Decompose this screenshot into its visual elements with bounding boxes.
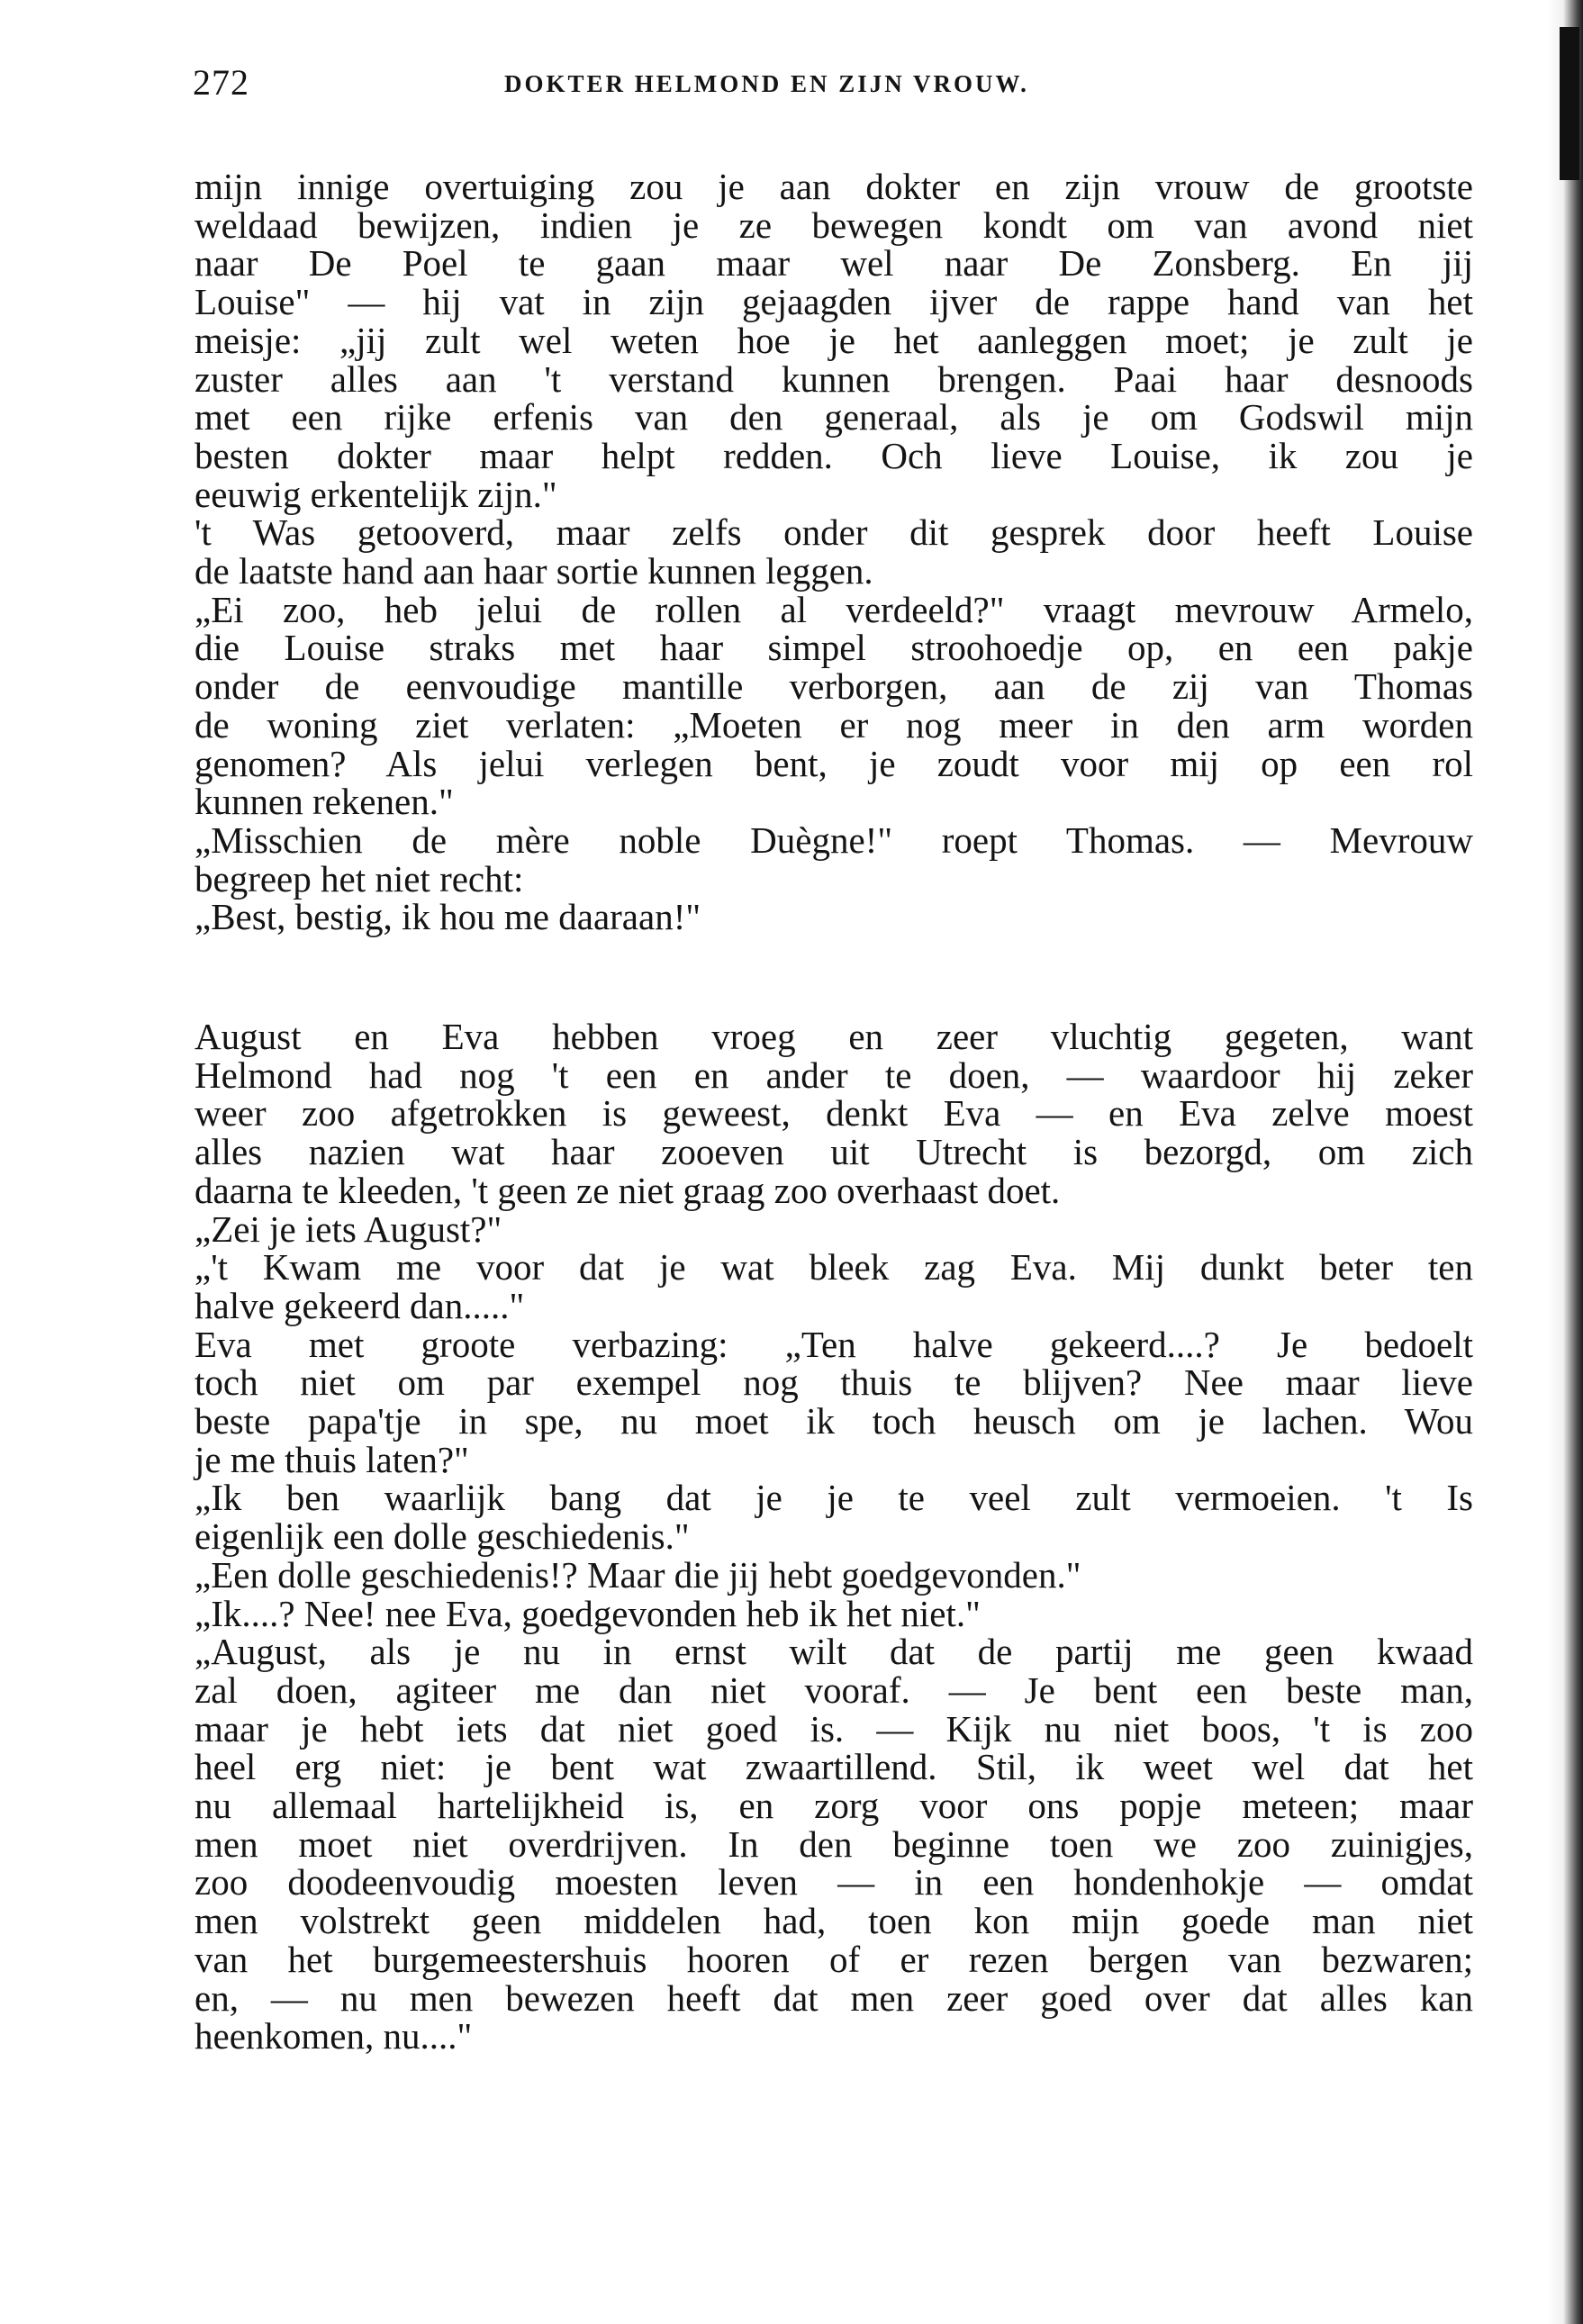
text-line: weldaad bewijzen, indien je ze bewegen kondt om van avond niet <box>194 203 1473 246</box>
text-line: kunnen rekenen." <box>194 781 454 823</box>
text-line: Louise" — hij vat in zijn gejaagden ijver de rappe hand van het <box>194 281 1473 323</box>
text-line: de laatste hand aan haar sortie kunnen leggen. <box>194 550 873 592</box>
text-line: zoo doodeenvoudig moesten leven — in een hondenhokje — omdat <box>194 1861 1473 1904</box>
page-number: 272 <box>193 62 249 103</box>
page-edge-mark <box>1560 27 1579 180</box>
text-line: toch niet om par exempel nog thuis te blijven? Nee maar lieve <box>194 1361 1473 1404</box>
running-head: DOKTER HELMOND EN ZIJN VROUW. <box>504 70 1029 97</box>
text-line: met een rijke erfenis van den generaal, als je om Godswil mijn <box>194 396 1473 439</box>
text-line: Eva met groote verbazing: „Ten halve gekeerd....? Je bedoelt <box>194 1323 1473 1365</box>
text-block-1 <box>194 167 1473 936</box>
text-line: halve gekeerd dan....." <box>194 1284 525 1326</box>
text-line: „August, als je nu in ernst wilt dat de partij me geen kwaad <box>194 1631 1473 1673</box>
text-line: meisje: „jij zult wel weten hoe je het aanleggen moet; je zult je <box>194 319 1473 361</box>
text-line: mijn innige overtuiging zou je aan dokter en zijn vrouw de grootste <box>194 166 1473 207</box>
text-line: „Best, bestig, ik hou me daaraan!" <box>194 896 701 938</box>
page-edge-shadow <box>1547 0 1583 2324</box>
text-line: je me thuis laten?" <box>194 1438 469 1480</box>
text-line: 't Was getooverd, maar zelfs onder dit gesprek door heeft Louise <box>194 511 1473 554</box>
text-line: besten dokter maar helpt redden. Och lieve Louise, ik zou je <box>194 434 1473 476</box>
text-line: begreep het niet recht: <box>194 857 524 900</box>
text-line: van het burgemeestershuis hooren of er rezen bergen van bezwaren; <box>194 1938 1473 1980</box>
text-line: „Ik ben waarlijk bang dat je je te veel zult vermoeien. 't Is <box>194 1477 1473 1519</box>
text-line: de woning ziet verlaten: „Moeten er nog meer in den arm worden <box>194 703 1473 746</box>
text-line: heenkomen, nu...." <box>194 2015 473 2057</box>
text-line: en, — nu men bewezen heeft dat men zeer goed over dat alles kan <box>194 1976 1473 2019</box>
text-line: beste papa'tje in spe, nu moet ik toch heusch om je lachen. Wou <box>194 1400 1473 1442</box>
text-line: „Een dolle geschiedenis!? Maar die jij hebt goedgevonden." <box>194 1553 1081 1596</box>
text-line: maar je hebt iets dat niet goed is. — Kijk nu niet boos, 't is zoo <box>194 1707 1473 1750</box>
text-line: men volstrekt geen middelen had, toen kon mijn goede man niet <box>194 1900 1473 1942</box>
text-block-2 <box>194 1017 1473 2056</box>
text-line: genomen? Als jelui verlegen bent, je zoudt voor mij op een rol <box>194 742 1473 784</box>
text-line: „Misschien de mère noble Duègne!" roept Thomas. — Mevrouw <box>194 818 1473 861</box>
text-line: weer zoo afgetrokken is geweest, denkt Eva — en Eva zelve moest <box>194 1092 1473 1135</box>
text-line: die Louise straks met haar simpel stroohoedje op, en een pakje <box>194 627 1473 669</box>
text-line: nu allemaal hartelijkheid is, en zorg voor ons popje meteen; maar <box>194 1785 1473 1827</box>
text-line: „Ik....? Nee! nee Eva, goedgevonden heb ik het niet." <box>194 1592 981 1634</box>
text-line: „Zei je iets August?" <box>194 1207 502 1250</box>
text-line: eigenlijk een dolle geschiedenis." <box>194 1515 690 1558</box>
text-line: August en Eva hebben vroeg en zeer vluchtig gegeten, want <box>194 1016 1473 1057</box>
text-line: heel erg niet: je bent wat zwaartillend. Stil, ik weet wel dat het <box>194 1746 1473 1788</box>
text-line: „'t Kwam me voor dat je wat bleek zag Eva. Mij dunkt beter ten <box>194 1246 1473 1289</box>
text-line: men moet niet overdrijven. In den beginne toen we zoo zuinigjes, <box>194 1822 1473 1865</box>
text-line: zuster alles aan 't verstand kunnen brengen. Paai haar desnoods <box>194 357 1473 400</box>
text-line: daarna te kleeden, 't geen ze niet graag zoo overhaast doet. <box>194 1169 1061 1211</box>
text-line: eeuwig erkentelijk zijn." <box>194 473 557 515</box>
text-line: alles nazien wat haar zooeven uit Utrecht is bezorgd, om zich <box>194 1131 1473 1173</box>
text-line: onder de eenvoudige mantille verborgen, aan de zij van Thomas <box>194 665 1473 708</box>
text-line: zal doen, agiteer me dan niet vooraf. — Je bent een beste man, <box>194 1668 1473 1711</box>
text-line: Helmond had nog 't een en ander te doen, — waardoor hij zeker <box>194 1053 1473 1096</box>
text-line: naar De Poel te gaan maar wel naar De Zonsberg. En jij <box>194 242 1473 285</box>
text-line: „Ei zoo, heb jelui de rollen al verdeeld?" vraagt mevrouw Armelo, <box>194 588 1473 630</box>
